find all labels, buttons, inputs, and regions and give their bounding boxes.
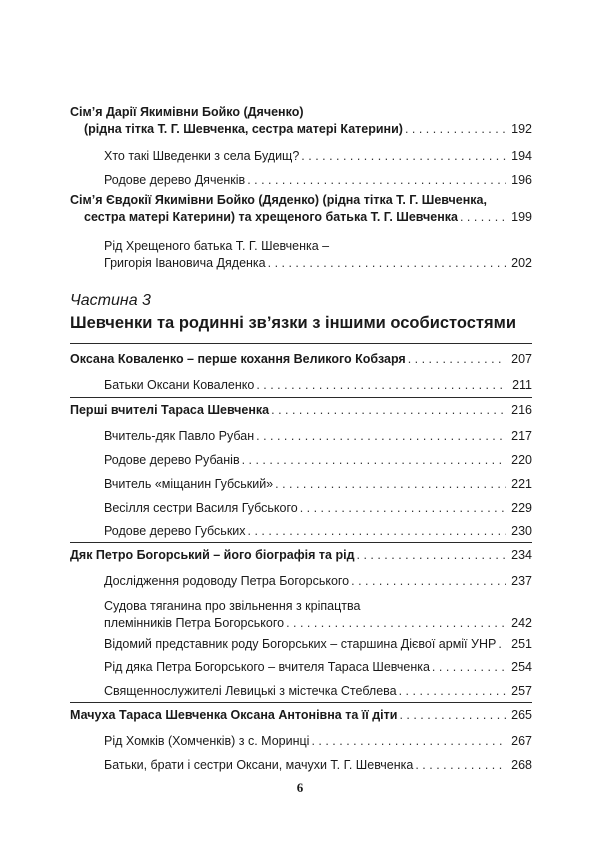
toc-entry[interactable] bbox=[70, 192, 532, 226]
dot-leader bbox=[399, 683, 506, 700]
toc-page-number: 254 bbox=[511, 660, 532, 674]
toc-page-number: 221 bbox=[511, 477, 532, 491]
toc-page-number: 199 bbox=[511, 210, 532, 224]
toc-subentry[interactable] bbox=[104, 377, 532, 394]
toc-entry-title-line2: племінників Петра Богорського bbox=[104, 616, 285, 630]
dot-leader bbox=[242, 452, 506, 469]
toc-page-number: 192 bbox=[511, 122, 532, 136]
part-title: Шевченки та родинні зв’язки з іншими особистостями bbox=[70, 314, 516, 332]
toc-page-number: 251 bbox=[511, 637, 532, 651]
dot-leader bbox=[498, 636, 506, 653]
toc-entry[interactable] bbox=[70, 547, 532, 564]
toc-page-number: 265 bbox=[511, 708, 532, 722]
toc-entry-title: Родове дерево Рубанів bbox=[104, 453, 240, 467]
toc-subentry[interactable] bbox=[104, 452, 532, 469]
dot-leader bbox=[460, 209, 506, 226]
toc-page-number: 242 bbox=[511, 616, 532, 630]
toc-entry[interactable] bbox=[70, 351, 532, 368]
dot-leader bbox=[256, 428, 506, 445]
divider bbox=[70, 542, 532, 543]
toc-entry[interactable] bbox=[70, 707, 532, 724]
toc-subentry[interactable] bbox=[104, 598, 532, 632]
toc-entry-title: Батьки, брати і сестри Оксани, мачухи Т. Г. Шевченка bbox=[104, 758, 414, 772]
toc-entry-title: Оксана Коваленко – перше кохання Великого Кобзаря bbox=[70, 352, 406, 366]
part-label: Частина 3 bbox=[70, 292, 151, 309]
dot-leader bbox=[247, 172, 506, 189]
toc-page-number: 217 bbox=[511, 429, 532, 443]
toc-entry-title: Родове дерево Дяченків bbox=[104, 173, 246, 187]
divider bbox=[70, 397, 532, 398]
toc-subentry[interactable] bbox=[104, 683, 532, 700]
page-number: 6 bbox=[296, 780, 304, 795]
dot-leader bbox=[286, 615, 506, 632]
toc-entry-title: Відомий представник роду Богорських – старшина Дієвої армії УНР bbox=[104, 637, 497, 651]
toc-entry-title: Перші вчителі Тараса Шевченка bbox=[70, 403, 270, 417]
dot-leader bbox=[311, 733, 506, 750]
toc-entry-title-line1: Судова тяганина про звільнення з кріпацтва bbox=[104, 599, 361, 613]
dot-leader bbox=[268, 255, 506, 272]
toc-page-number: 220 bbox=[511, 453, 532, 467]
dot-leader bbox=[408, 351, 506, 368]
divider bbox=[70, 343, 532, 344]
toc-entry-title: Рід Хомків (Хомченків) з с. Моринці bbox=[104, 734, 310, 748]
toc-entry-title: Родове дерево Губських bbox=[104, 524, 246, 538]
dot-leader bbox=[399, 707, 506, 724]
toc-page-number: 257 bbox=[511, 684, 532, 698]
toc-entry-title: Вчитель «міщанин Губський» bbox=[104, 477, 274, 491]
toc-page-number: 237 bbox=[511, 574, 532, 588]
toc-entry-title-line1: Сім’я Євдокії Якимівни Бойко (Дяденко) (рідна тітка Т. Г. Шевченка, bbox=[70, 193, 487, 207]
toc-subentry[interactable] bbox=[104, 659, 532, 676]
toc-entry-title: Хто такі Шведенки з села Будищ? bbox=[104, 149, 300, 163]
toc-page-number: 216 bbox=[511, 403, 532, 417]
toc-page-number: 268 bbox=[511, 758, 532, 772]
dot-leader bbox=[301, 148, 506, 165]
toc-entry-title-line2: сестра матері Катерини) та хрещеного батька Т. Г. Шевченка bbox=[84, 210, 458, 224]
toc-entry[interactable] bbox=[70, 402, 532, 419]
divider bbox=[70, 702, 532, 703]
toc-page-number: 234 bbox=[511, 548, 532, 562]
dot-leader bbox=[275, 476, 506, 493]
dot-leader bbox=[432, 659, 506, 676]
toc-entry[interactable] bbox=[70, 104, 532, 138]
toc-page-number: 267 bbox=[511, 734, 532, 748]
toc-subentry[interactable] bbox=[104, 733, 532, 750]
dot-leader bbox=[300, 500, 506, 517]
toc-entry-title: Дяк Петро Богорський – його біографія та рід bbox=[70, 548, 355, 562]
toc-entry-title: Священнослужителі Левицькі з містечка Стеблева bbox=[104, 684, 397, 698]
toc-entry-title: Мачуха Тараса Шевченка Оксана Антонівна та її діти bbox=[70, 708, 398, 722]
toc-page-number: 211 bbox=[512, 378, 532, 392]
toc-subentry[interactable] bbox=[104, 757, 532, 774]
toc-subentry[interactable] bbox=[104, 172, 532, 189]
toc-page-number: 230 bbox=[511, 524, 532, 538]
dot-leader bbox=[248, 523, 506, 540]
toc-page-number: 194 bbox=[511, 149, 532, 163]
toc-subentry[interactable] bbox=[104, 573, 532, 590]
dot-leader bbox=[357, 547, 506, 564]
toc-subentry[interactable] bbox=[104, 523, 532, 540]
toc-entry-title: Вчитель-дяк Павло Рубан bbox=[104, 429, 255, 443]
dot-leader bbox=[405, 121, 506, 138]
toc-entry-title-line2: (рідна тітка Т. Г. Шевченка, сестра матері Катерини) bbox=[84, 122, 403, 136]
dot-leader bbox=[415, 757, 506, 774]
toc-page-number: 202 bbox=[511, 256, 532, 270]
toc-subentry[interactable] bbox=[104, 636, 532, 653]
toc-page-number: 207 bbox=[511, 352, 532, 366]
toc-page-number: 229 bbox=[511, 501, 532, 515]
toc-subentry[interactable] bbox=[104, 500, 532, 517]
toc-entry-title: Батьки Оксани Коваленко bbox=[104, 378, 255, 392]
dot-leader bbox=[271, 402, 506, 419]
toc-entry-title-line1: Сім’я Дарії Якимівни Бойко (Дяченко) bbox=[70, 105, 304, 119]
toc-entry-title: Весілля сестри Василя Губського bbox=[104, 501, 298, 515]
toc-subentry[interactable] bbox=[104, 238, 532, 272]
toc-subentry[interactable] bbox=[104, 476, 532, 493]
toc-entry-title-line1: Рід Хрещеного батька Т. Г. Шевченка – bbox=[104, 239, 330, 253]
toc-entry-title-line2: Григорія Івановича Дяденка bbox=[104, 256, 266, 270]
toc-subentry[interactable] bbox=[104, 428, 532, 445]
toc-page-number: 196 bbox=[511, 173, 532, 187]
dot-leader bbox=[351, 573, 506, 590]
dot-leader bbox=[256, 377, 506, 394]
toc-entry-title: Дослідження родоводу Петра Богорського bbox=[104, 574, 350, 588]
toc-subentry[interactable] bbox=[104, 148, 532, 165]
toc-entry-title: Рід дяка Петра Богорського – вчителя Тараса Шевченка bbox=[104, 660, 430, 674]
